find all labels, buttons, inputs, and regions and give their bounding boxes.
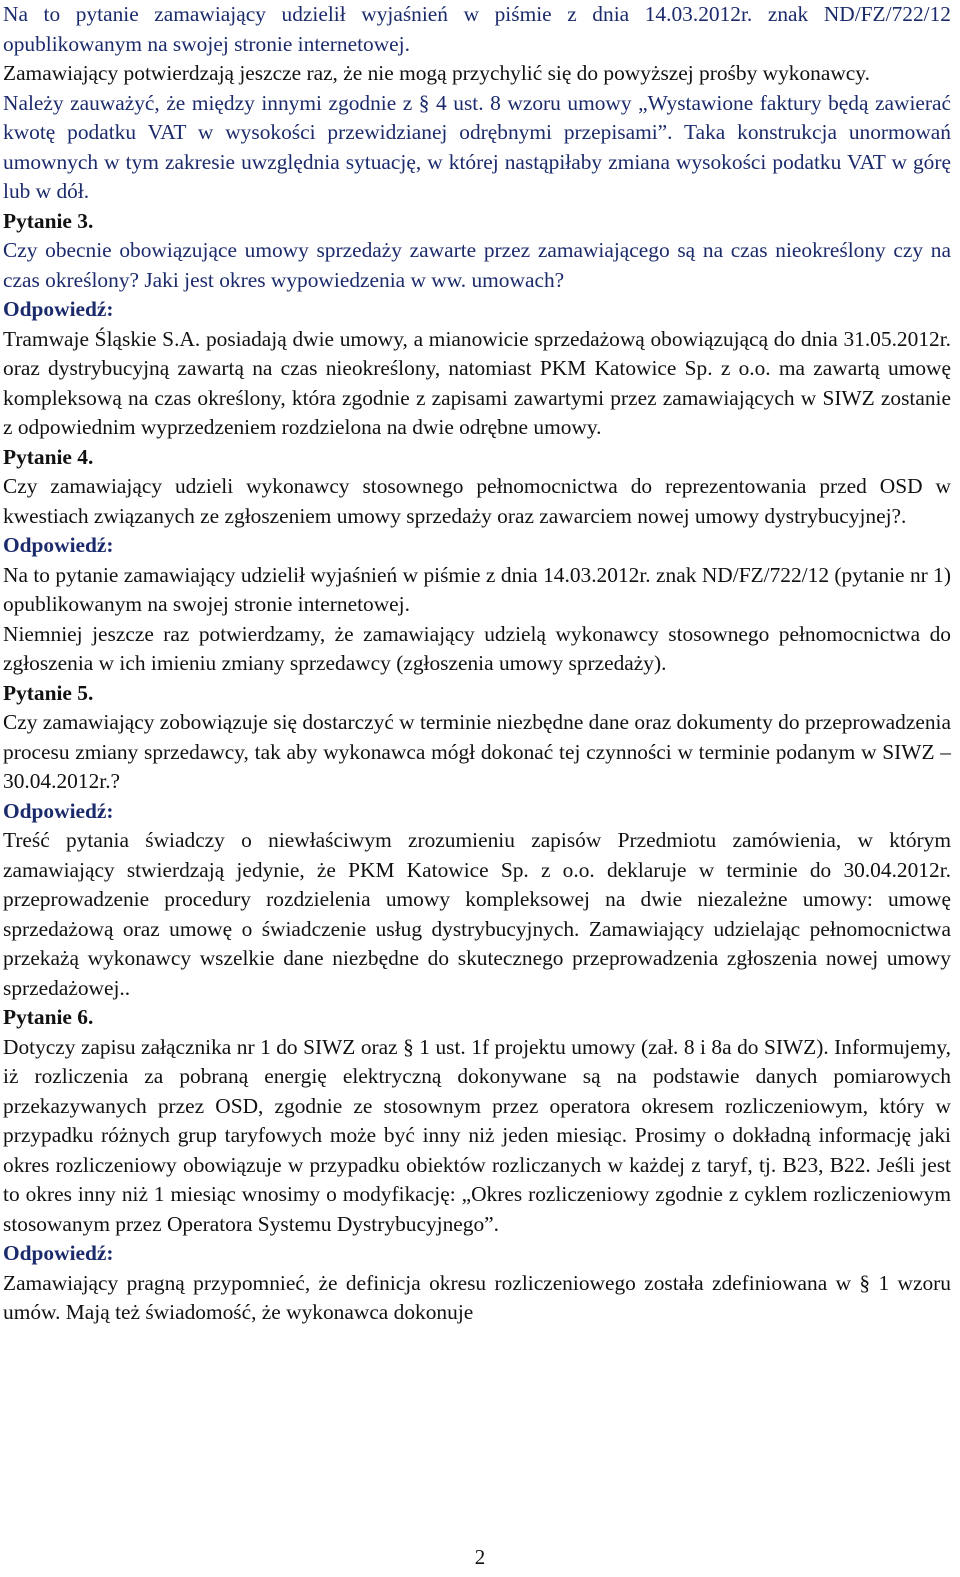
answer-3-label: Odpowiedź: [3,297,114,321]
answer-4-label: Odpowiedź: [3,533,114,557]
question-5-text: Czy zamawiający zobowiązuje się dostarczyć w terminie niezbędne dane oraz dokumenty do przeprowadzenia procesu zmiany sprzedawcy, tak aby wykonawca mógł dokonać tej czynności w terminie podanym w SIWZ – 30.04.2012r.? [3,710,951,793]
question-3-label: Pytanie 3. [3,208,94,233]
question-5-label: Pytanie 5. [3,680,94,705]
question-4-text: Czy zamawiający udzieli wykonawcy stosownego pełnomocnictwa do reprezentowania przed OSD w kwestiach związanych ze zgłoszeniem umowy sprzedaży oraz zawarciem nowej umowy dystrybucyjnej?. [3,474,951,528]
question-4-label: Pytanie 4. [3,444,94,469]
answer-5-text: Treść pytania świadczy o niewłaściwym zrozumieniu zapisów Przedmiotu zamówienia, w którym zamawiający stwierdzają jedynie, że PKM Katowice Sp. z o.o. deklaruje w terminie do 30.04.2012r. przeprowadzenie procedury rozdzielenia umowy kompleksowej na dwie niezależne umowy: umowę sprzedażową oraz umowę o świadczenie usług dystrybucyjnych. Zamawiający udzielając pełnomocnictwa przekażą wykonawcy wszelkie dane niezbędne do skutecznego przeprowadzenia zgłoszenia nowej umowy sprzedażowej.. [3,828,951,1000]
question-3-text: Czy obecnie obowiązujące umowy sprzedaży zawarte przez zamawiającego są na czas nieokreślony czy na czas określony? Jaki jest okres wypowiedzenia w ww. umowach? [3,238,951,292]
paragraph-vat-clause: Należy zauważyć, że między innymi zgodnie z § 4 ust. 8 wzoru umowy „Wystawione faktury będą zawierać kwotę podatku VAT w wysokości przewidzianej odrębnymi przepisami”. Taka konstrukcja unormowań umownych w tym zakresie uwzględnia sytuację, w której nastąpiłaby zmiana wysokości podatku VAT w górę lub w dół. [3,90,951,203]
answer-4-text: Na to pytanie zamawiający udzielił wyjaśnień w piśmie z dnia 14.03.2012r. znak ND/FZ/722/12 (pytanie nr 1) opublikowanym na swojej stronie internetowej. [3,562,951,616]
answer-5-label: Odpowiedź: [3,798,114,823]
answer-6-text: Zamawiający pragną przypomnieć, że definicja okresu rozliczeniowego została zdefiniowana w § 1 wzoru umów. Mają też świadomość, że wykonawca dokonuje [3,1270,951,1324]
answer-6-label: Odpowiedź: [3,1241,114,1265]
page-number: 2 [474,1545,486,1569]
paragraph-confirmation: Zamawiający potwierdzają jeszcze raz, że nie mogą przychylić się do powyższej prośby wykonawcy. [3,61,870,85]
answer-4-confirmation: Niemniej jeszcze raz potwierdzamy, że zamawiający udzielą wykonawcy stosownego pełnomocnictwa do zgłoszenia w ich imieniu zmiany sprzedawcy (zgłoszenia umowy sprzedaży). [3,621,951,675]
answer-3-text: Tramwaje Śląskie S.A. posiadają dwie umowy, a mianowicie sprzedażową obowiązującą do dnia 31.05.2012r. oraz dystrybucyjną zawartą na czas nieokreślony, natomiast PKM Katowice Sp. z o.o. ma zawartą umowę kompleksową na czas określony, która zgodnie z zapisami zawartymi przez zamawiających w SIWZ zostanie z odpowiednim wyprzedzeniem rozdzielona na dwie odrębne umowy. [3,326,951,439]
paragraph-answer-continuation: Na to pytanie zamawiający udzielił wyjaśnień w piśmie z dnia 14.03.2012r. znak ND/FZ/722/12 opublikowanym na swojej stronie internetowej. [3,2,951,56]
question-6-text: Dotyczy zapisu załącznika nr 1 do SIWZ oraz § 1 ust. 1f projektu umowy (zał. 8 i 8a do SIWZ). Informujemy, iż rozliczenia za pobraną energię elektryczną dokonywane są na podstawie danych pomiarowych przekazywanych przez OSD, zgodnie ze stosownym przez operatora okresem rozliczeniowym, który w przypadku różnych grup taryfowych może być inny niż jeden miesiąc. Prosimy o dokładną informację jaki okres rozliczeniowy obowiązuje w przypadku obiektów rozliczanych w każdej z taryf, tj. B23, B22. Jeśli jest to okres inny niż 1 miesiąc wnosimy o modyfikację: „Okres rozliczeniowy zgodnie z cyklem rozliczeniowym stosowanym przez Operatora Systemu Dystrybucyjnego”. [3,1034,951,1236]
question-6-label: Pytanie 6. [3,1005,94,1029]
document-page [3,0,951,1328]
